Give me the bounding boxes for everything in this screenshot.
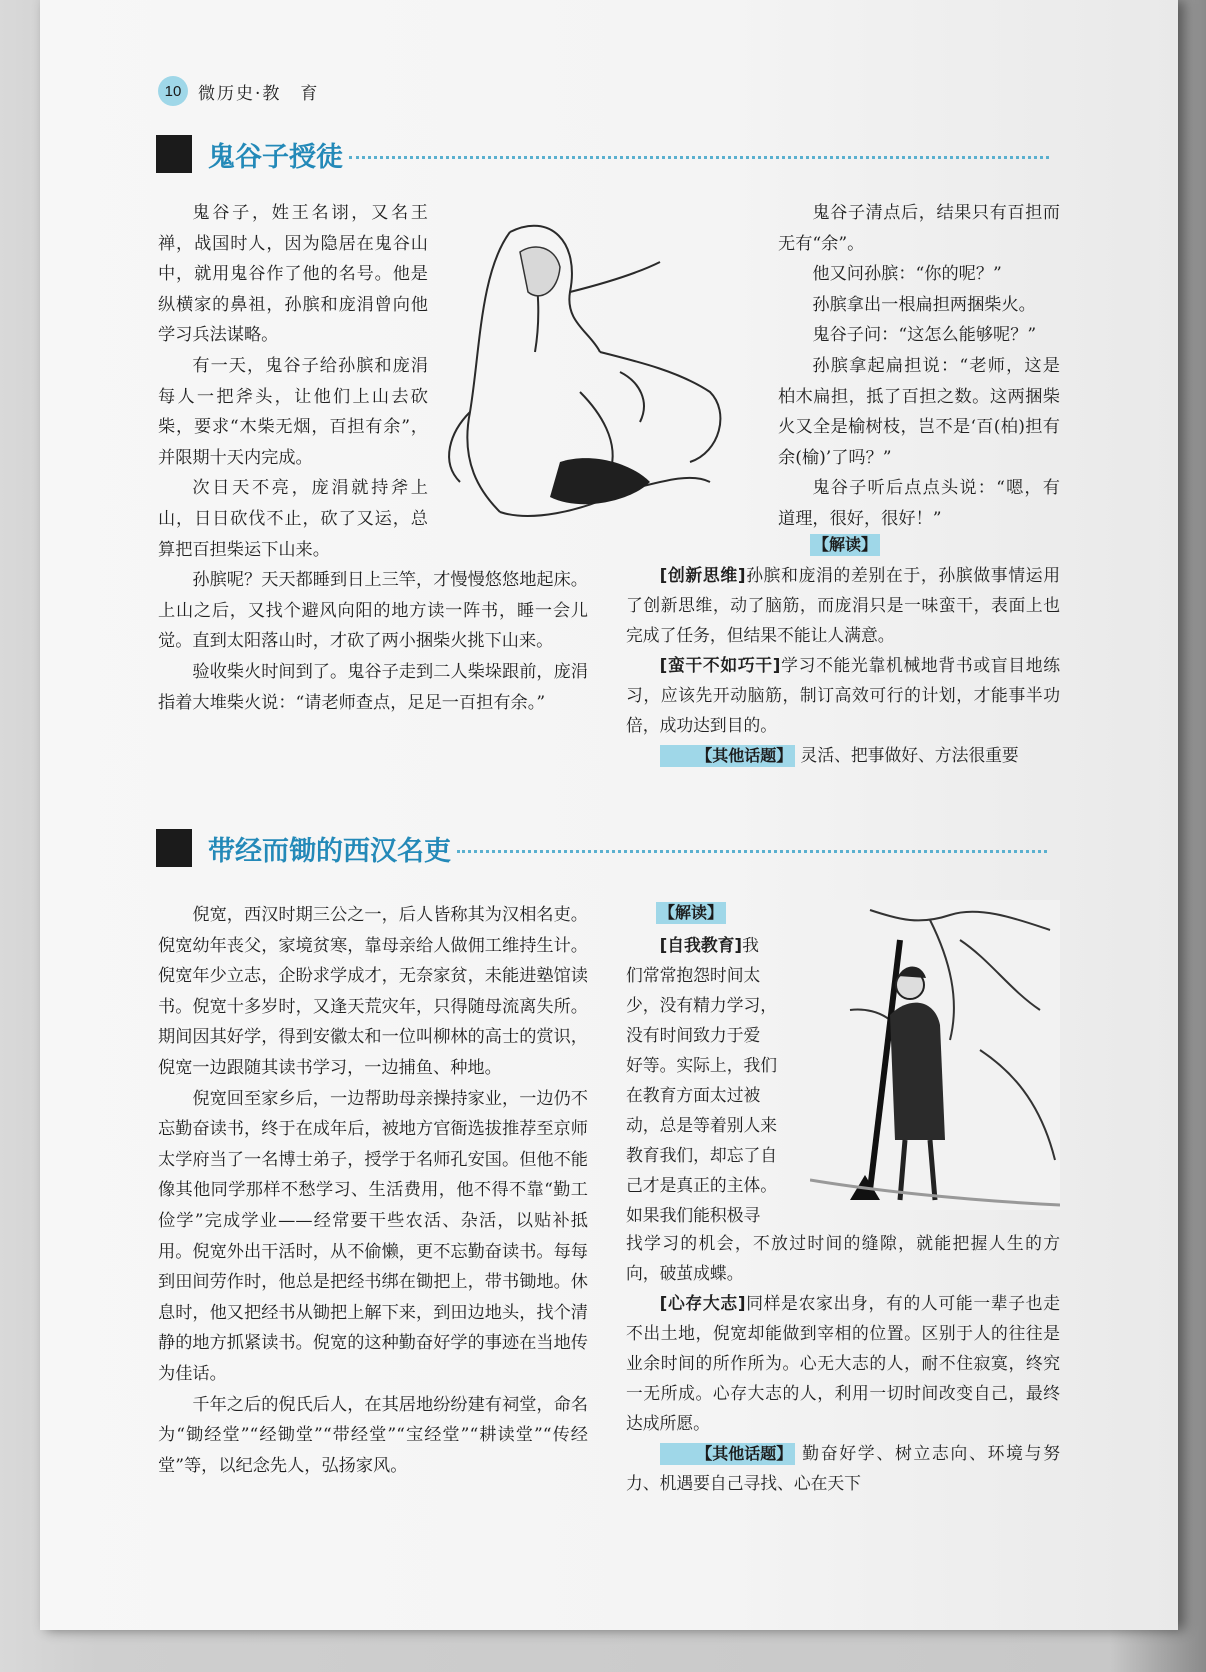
- paragraph: 鬼谷子清点后，结果只有百担而无有“余”。: [778, 203, 1060, 254]
- note-text: 孙膑和庞涓的差别在于，孙膑做事情运用了创新思维，动了脑筋，而庞涓只是一味蛮干，表面上也完成了任务，但结果不能让人满意。: [626, 565, 1060, 645]
- paragraph: 鬼谷子问：“这怎么能够呢？”: [812, 325, 1037, 346]
- section-heading: [156, 828, 1047, 868]
- note-paragraph: [626, 650, 1060, 740]
- jiedu-label: 【解读】: [656, 902, 726, 924]
- other-topics-label: 【其他话题】: [660, 1443, 796, 1465]
- note-line: [626, 930, 816, 960]
- note-text: 同样是农家出身，有的人可能一辈子也走不出土地，倪宽却能做到宰相的位置。区别于人的往往是业余时间的所作所为。心无大志的人，耐不住寂寞，终究一无所成。心存大志的人，利用一切时间改变自己，最终达成所愿。: [626, 1293, 1060, 1433]
- note-paragraph: [626, 1288, 1060, 1438]
- note-line: 如果我们能积极寻: [626, 1205, 761, 1225]
- note-tag: [心存大志]: [659, 1293, 746, 1313]
- note-text: 我: [742, 935, 759, 955]
- note-line: 动，总是等着别人来: [626, 1115, 778, 1135]
- section2-left-text: [158, 900, 588, 1481]
- note-paragraph: [626, 560, 1060, 650]
- paragraph: 倪宽回至家乡后，一边帮助母亲操持家业，一边仍不忘勤奋读书，终于在成年后，被地方官衙选拔推荐至京师太学府当了一名博士弟子，授学于名师孔安国。但他不能像其他同学那样不愁学习、生活费用，他不得不靠“勤工俭学”完成学业——经常要干些农活、杂活，以贴补抵用。倪宽外出干活时，从不偷懒，更不忘勤奋读书。每每到田间劳作时，他总是把经书绑在锄把上，带书锄地。休息时，他又把经书从锄把上解下来，到田边地头，找个清静的地方抓紧读书。倪宽的这种勤奋好学的事迹在当地传为佳话。: [158, 1088, 588, 1384]
- nikuan-illustration: [810, 900, 1060, 1210]
- section2-interpretation: [626, 1228, 1060, 1498]
- note-tag: [蛮干不如巧干]: [659, 655, 781, 675]
- note-line: 没有时间致力于爱: [626, 1025, 761, 1045]
- note-line: 们常常抱怨时间太: [626, 965, 761, 985]
- paragraph: 倪宽，西汉时期三公之一，后人皆称其为汉相名吏。倪宽幼年丧父，家境贫寒，靠母亲给人做佣工维持生计。倪宽年少立志，企盼求学成才，无奈家贫，未能进塾馆读书。倪宽十多岁时，又逢天荒灾年，只得随母流离失所。期间因其好学，得到安徽太和一位叫柳林的高士的赏识，倪宽一边跟随其读书学习，一边捕鱼、种地。: [158, 905, 588, 1078]
- other-topics-text: 勤奋好学、树立志向、环境与努力、机遇要自己寻找、心在天下: [626, 1443, 1060, 1493]
- section1-right-text: [778, 198, 1060, 535]
- note-line: 在教育方面太过被: [626, 1085, 761, 1105]
- jiedu-label: 【解读】: [810, 534, 880, 556]
- section-heading: [156, 134, 1049, 174]
- note-line: 教育我们，却忘了自: [626, 1145, 778, 1165]
- note-line: 好等。实际上，我们: [626, 1055, 778, 1075]
- guiguzi-illustration: [440, 212, 770, 552]
- heading-dotted-rule: [457, 850, 1047, 853]
- heading-dotted-rule: [349, 156, 1049, 159]
- other-topics-text: 灵活、把事做好、方法很重要: [800, 745, 1019, 765]
- heading-block-mark: [156, 829, 192, 867]
- paragraph: 验收柴火时间到了。鬼谷子走到二人柴垛跟前，庞涓指着大堆柴火说：“请老师查点，足足一百担有余。”: [158, 661, 588, 713]
- paragraph: 鬼谷子听后点点头说：“嗯，有道理，很好，很好！”: [778, 478, 1060, 529]
- paragraph: 有一天，鬼谷子给孙膑和庞涓每人一把斧头，让他们上山去砍柴，要求“木柴无烟，百担有余”，并限期十天内完成。: [158, 355, 428, 468]
- paragraph: 他又问孙膑：“你的呢？”: [812, 264, 1002, 285]
- paragraph: 孙膑呢？天天都睡到日上三竿，才慢慢悠悠地起床。上山之后，又找个避风向阳的地方读一阵书，睡一会儿觉。直到太阳落山时，才砍了两小捆柴火挑下山来。: [158, 570, 588, 652]
- paragraph: 鬼谷子，姓王名诩，又名王禅，战国时人，因为隐居在鬼谷山中，就用鬼谷作了他的名号。他是纵横家的鼻祖，孙膑和庞涓曾向他学习兵法谋略。: [158, 203, 428, 346]
- other-topics-label: 【其他话题】: [660, 745, 796, 767]
- other-topics: [626, 740, 1060, 770]
- paragraph: 孙膑拿出一根扁担两捆柴火。: [812, 294, 1036, 315]
- note-paragraph: 找学习的机会，不放过时间的缝隙，就能把握人生的方向，破茧成蝶。: [626, 1233, 1060, 1283]
- section2-narrow-note: [626, 930, 816, 1230]
- note-text: 学习不能光靠机械地背书或盲目地练习，应该先开动脑筋，制订高效可行的计划，才能事半功倍，成功达到目的。: [626, 655, 1060, 735]
- note-line: 少，没有精力学习，: [626, 995, 778, 1015]
- section1-interpretation: [626, 560, 1060, 770]
- running-title: 微历史·教 育: [198, 83, 320, 104]
- section-title: 带经而锄的西汉名吏: [208, 835, 451, 867]
- other-topics: [626, 1438, 1060, 1498]
- heading-block-mark: [156, 135, 192, 173]
- page-header: [158, 78, 319, 104]
- note-line: 己才是真正的主体。: [626, 1175, 778, 1195]
- section-title: 鬼谷子授徒: [208, 141, 343, 173]
- note-tag: [自我教育]: [659, 935, 743, 955]
- note-tag: [创新思维]: [659, 565, 746, 585]
- paragraph: 次日天不亮，庞涓就持斧上山，日日砍伐不止，砍了又运，总算把百担柴运下山来。: [158, 478, 428, 560]
- paragraph: 孙膑拿起扁担说：“老师，这是柏木扁担，抵了百担之数。这两捆柴火又全是榆树枝，岂不是‘百(柏)担有余(榆)’了吗？”: [778, 355, 1060, 468]
- paragraph: 千年之后的倪氏后人，在其居地纷纷建有祠堂，命名为“锄经堂”“经锄堂”“带经堂”“宝经堂”“耕读堂”“传经堂”等，以纪念先人，弘扬家风。: [158, 1394, 588, 1476]
- page-number-badge: 10: [158, 76, 188, 106]
